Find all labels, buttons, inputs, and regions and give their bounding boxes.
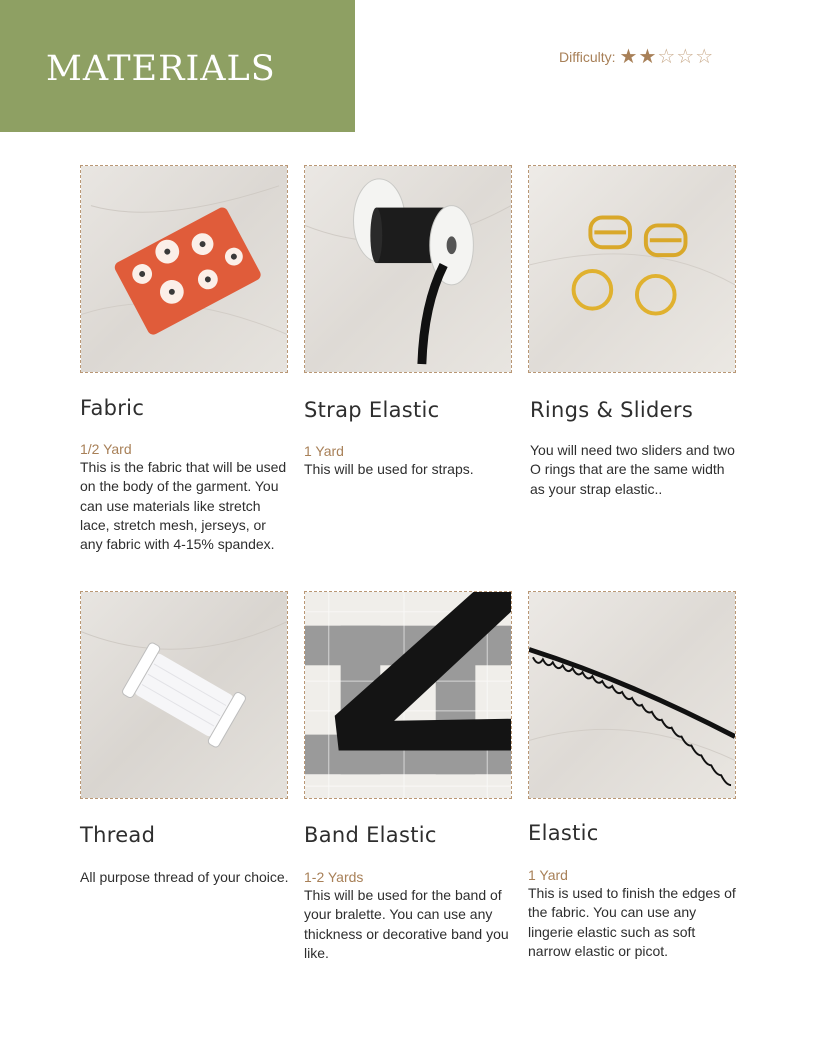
rings-sliders-photo bbox=[528, 165, 736, 373]
picot-elastic-photo bbox=[528, 591, 736, 799]
item-quantity-strap-elastic: 1 Yard bbox=[304, 443, 344, 459]
item-title-strap-elastic: Strap Elastic bbox=[304, 398, 440, 422]
page-title: materials bbox=[46, 34, 276, 92]
item-quantity-fabric: 1/2 Yard bbox=[80, 441, 132, 457]
item-title-fabric: Fabric bbox=[80, 396, 145, 420]
star-filled-icon: ★ bbox=[619, 46, 638, 68]
item-description-elastic: This is used to finish the edges of the fabric. You can use any lingerie elastic such as soft narrow elastic or picot. bbox=[528, 885, 736, 959]
band-elastic-photo bbox=[304, 591, 512, 799]
item-title-rings-sliders: Rings & Sliders bbox=[530, 398, 694, 422]
fabric-photo bbox=[80, 165, 288, 373]
thread-photo bbox=[80, 591, 288, 799]
item-description-rings-sliders: You will need two sliders and two O rings that are the same width as your strap elastic.. bbox=[530, 442, 735, 497]
star-outline-icon: ☆ bbox=[695, 46, 714, 68]
item-quantity-elastic: 1 Yard bbox=[528, 867, 568, 883]
star-outline-icon: ☆ bbox=[657, 46, 676, 68]
star-filled-icon: ★ bbox=[638, 46, 657, 68]
strap-elastic-photo bbox=[304, 165, 512, 373]
item-description-band-elastic: This will be used for the band of your bralette. You can use any thickness or decorative band you like. bbox=[304, 887, 509, 961]
difficulty-label: Difficulty: bbox=[559, 49, 616, 65]
item-title-thread: Thread bbox=[80, 823, 156, 847]
item-title-elastic: Elastic bbox=[528, 821, 599, 845]
item-description-fabric: This is the fabric that will be used on the body of the garment. You can use materials like stretch lace, stretch mesh, jerseys, or any fabric with 4-15% spandex. bbox=[80, 459, 287, 553]
item-description-strap-elastic: This will be used for straps. bbox=[304, 461, 474, 477]
difficulty-rating bbox=[559, 47, 714, 67]
item-quantity-band-elastic: 1-2 Yards bbox=[304, 869, 364, 885]
item-description-thread: All purpose thread of your choice. bbox=[80, 869, 289, 885]
item-title-band-elastic: Band Elastic bbox=[304, 823, 437, 847]
star-outline-icon: ☆ bbox=[676, 46, 695, 68]
